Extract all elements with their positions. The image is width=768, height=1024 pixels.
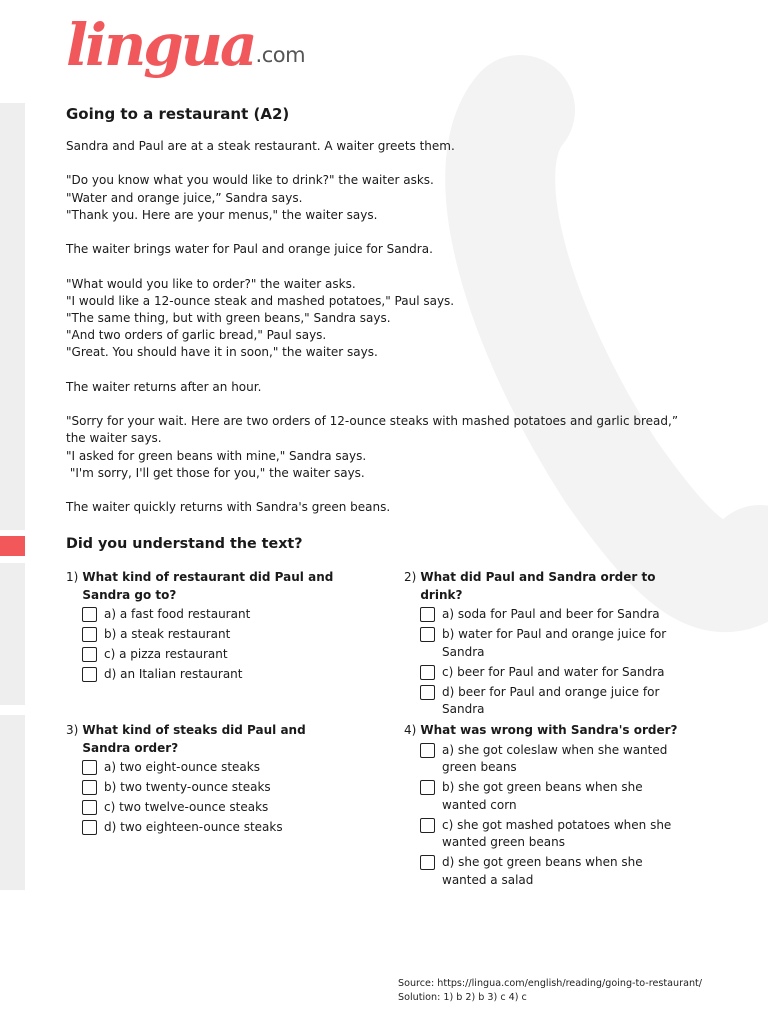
answer-checkbox[interactable] [82,647,97,662]
answer-option-label: c) two twelve-ounce steaks [104,800,269,815]
answer-checkbox[interactable] [420,665,435,680]
answer-checkbox[interactable] [82,627,97,642]
side-strip-bottom [0,715,25,890]
question-heading [404,722,679,740]
paragraph-gap [66,224,706,241]
answer-option-label: d) she got green beans when she wanted a salad [442,855,643,887]
question-2 [404,569,694,721]
answer-option[interactable] [420,779,679,814]
source-link[interactable]: Source: https://lingua.com/english/reading/going-to-restaurant/ [398,978,703,989]
story-line: "I'm sorry, I'll get those for you," the waiter says. [66,465,365,480]
story-line: The waiter brings water for Paul and orange juice for Sandra. [66,242,433,257]
answer-option[interactable] [420,684,694,719]
paragraph-gap [66,396,706,413]
answer-checkbox[interactable] [82,607,97,622]
paragraph-gap [66,258,706,275]
story-line: "I would like a 12-ounce steak and mashed potatoes," Paul says. [66,293,455,308]
answer-option-label: b) water for Paul and orange juice for Sandra [442,627,667,659]
paragraph-gap [66,362,706,379]
story-line: Sandra and Paul are at a steak restaurant. A waiter greets them. [66,139,455,153]
answer-option[interactable] [82,626,356,644]
answer-checkbox[interactable] [420,780,435,795]
answer-checkbox[interactable] [420,855,435,870]
answer-option-label: a) soda for Paul and beer for Sandra [442,607,660,622]
answer-option[interactable] [82,606,356,624]
paragraph-gap [66,155,706,172]
page-title: Going to a restaurant (A2) [66,105,290,123]
answer-options [420,742,679,890]
answer-option[interactable] [82,646,356,664]
question-heading [66,569,356,604]
answer-option-label: c) a pizza restaurant [104,647,228,662]
question-heading [404,569,694,604]
answer-options [82,759,356,837]
story-text [66,138,706,516]
story-line: "Do you know what you would like to drink?" the waiter asks. [66,173,434,188]
story-line: "Sorry for your wait. Here are two orders of 12-ounce steaks with mashed potatoes and garlic bread,” [66,414,679,429]
story-line: "What would you like to order?" the waiter asks. [66,276,356,291]
logo-wordmark: lingua [66,11,255,79]
answer-option-label: d) beer for Paul and orange juice for Sandra [442,684,660,717]
answer-option[interactable] [82,819,356,837]
question-number: 4) [404,723,417,737]
solution-text: Solution: 1) b 2) b 3) c 4) c [398,992,527,1003]
answer-option-label: a) a fast food restaurant [104,607,251,622]
answer-option-label: a) she got coleslaw when she wanted green beans [442,742,668,775]
story-line: The waiter quickly returns with Sandra's green beans. [66,500,391,515]
question-text: What was wrong with Sandra's order? [420,723,678,737]
answer-checkbox[interactable] [82,780,97,795]
answer-checkbox[interactable] [420,627,435,642]
story-line: "I asked for green beans with mine," Sandra says. [66,448,367,463]
story-line: "And two orders of garlic bread," Paul says. [66,328,327,343]
story-line: The waiter returns after an hour. [66,379,262,394]
answer-option[interactable] [420,664,694,682]
section-heading: Did you understand the text? [66,536,303,552]
answer-option-label: b) a steak restaurant [104,627,231,642]
question-1 [66,569,356,686]
answer-option-label: a) two eight-ounce steaks [104,760,260,775]
question-number: 2) [404,570,417,584]
answer-checkbox[interactable] [420,818,435,833]
answer-option[interactable] [82,779,356,797]
answer-options [82,606,356,684]
side-strip-top [0,103,25,530]
answer-option[interactable] [82,666,356,684]
side-strip-middle [0,563,25,705]
question-text: What did Paul and Sandra order to drink? [420,570,656,602]
story-line: "Thank you. Here are your menus," the waiter says. [66,207,378,222]
answer-option-label: b) two twenty-ounce steaks [104,780,271,795]
question-number: 3) [66,723,79,737]
question-number: 1) [66,570,79,584]
story-line: "Great. You should have it in soon," the waiter says. [66,345,378,360]
answer-options [420,606,694,719]
story-line: the waiter says. [66,431,162,446]
answer-checkbox[interactable] [82,820,97,835]
question-heading [66,722,356,757]
paragraph-gap [66,482,706,499]
answer-option-label: c) beer for Paul and water for Sandra [442,664,665,679]
answer-option[interactable] [420,606,694,624]
answer-option[interactable] [420,742,679,777]
story-line: "Water and orange juice,” Sandra says. [66,190,303,205]
side-marker [0,536,25,556]
answer-option[interactable] [420,817,679,852]
answer-checkbox[interactable] [82,800,97,815]
answer-option-label: d) two eighteen-ounce steaks [104,820,283,835]
footer [398,977,702,1005]
question-text: What kind of steaks did Paul and Sandra order? [82,723,306,755]
answer-option[interactable] [420,626,694,661]
answer-checkbox[interactable] [82,667,97,682]
lingua-logo[interactable] [66,11,306,79]
answer-checkbox[interactable] [420,743,435,758]
answer-checkbox[interactable] [420,685,435,700]
question-3 [66,722,356,839]
answer-option[interactable] [82,759,356,777]
answer-option-label: c) she got mashed potatoes when she wanted green beans [442,817,672,850]
story-line: "The same thing, but with green beans," Sandra says. [66,310,391,325]
answer-option-label: d) an Italian restaurant [104,667,243,682]
answer-checkbox[interactable] [420,607,435,622]
logo-suffix: .com [255,43,306,67]
answer-option[interactable] [82,799,356,817]
question-text: What kind of restaurant did Paul and Sandra go to? [82,570,334,602]
answer-checkbox[interactable] [82,760,97,775]
question-4 [404,722,679,892]
answer-option[interactable] [420,854,679,889]
answer-option-label: b) she got green beans when she wanted corn [442,780,643,812]
